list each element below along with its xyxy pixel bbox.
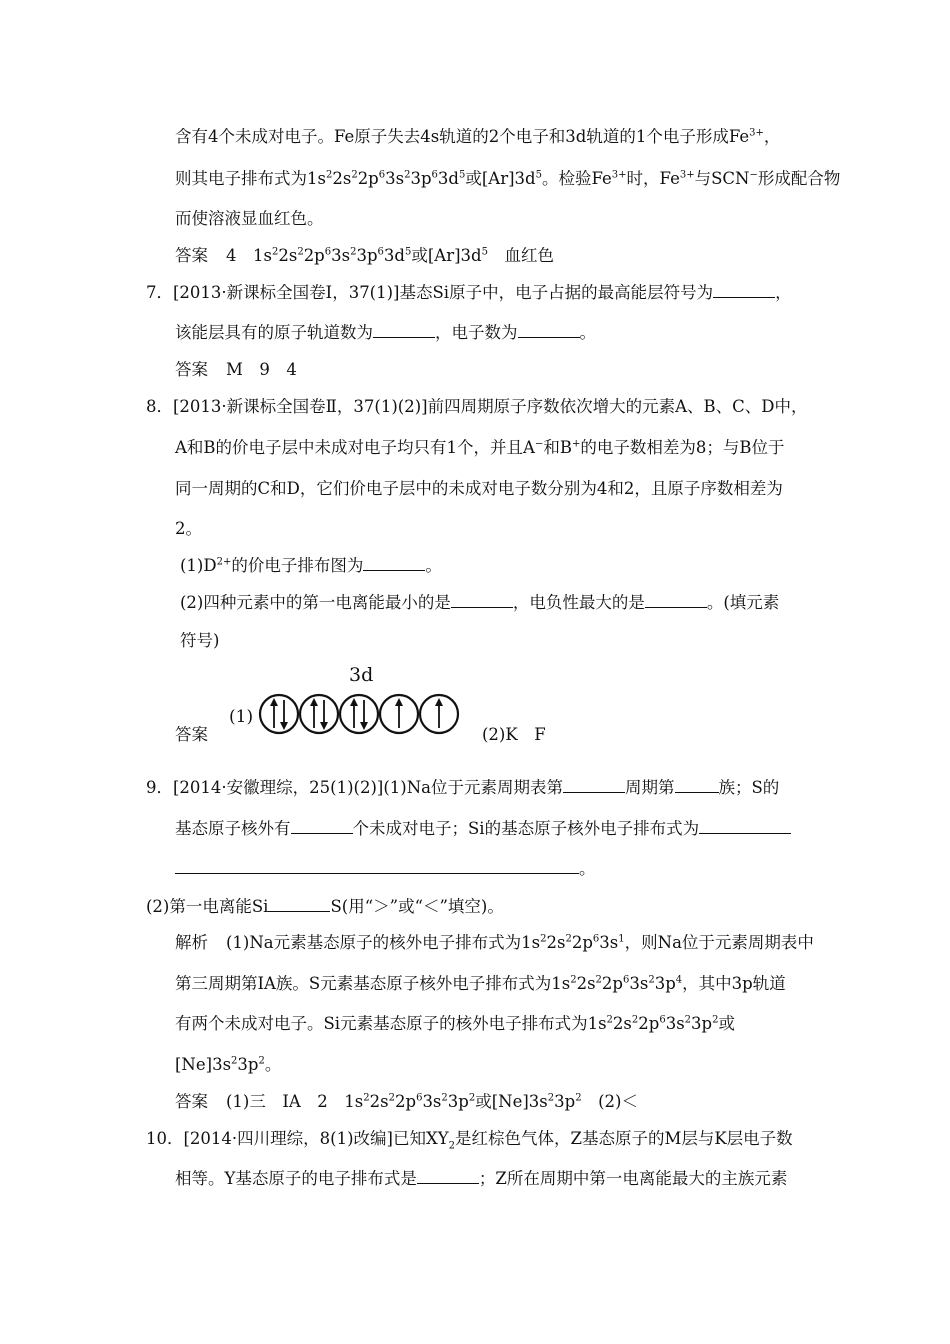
orbital-prefix: (1) — [229, 707, 254, 727]
spin-down-arrow — [280, 700, 288, 730]
spin-down-arrow — [360, 700, 368, 730]
q9-analysis-1: 解析 (1)Na元素基态原子的核外电子排布式为$1s^22s^22p^63s^1$，则Na位于元素周期表中 — [175, 933, 814, 952]
q9-line-2: 基态原子核外有 个未成对电子；Si的基态原子核外电子排布式为 — [175, 818, 791, 840]
orbital-diagram — [258, 690, 462, 738]
orbital-circle — [260, 695, 298, 733]
orbital-label-3d: 3d — [349, 664, 374, 686]
answer-blank[interactable] — [417, 1169, 479, 1184]
question-number: 8． — [146, 397, 173, 416]
q9-line-1: 9．[2014·安徽理综，25(1)(2)](1)Na位于元素周期表第 周期第 族；S的 — [146, 778, 780, 797]
q9-analysis-3: 有两个未成对电子。Si元素基态原子的核外电子排布式为$1s^22s^22p^63s^23p^2$或 — [175, 1014, 735, 1033]
orbital-circle — [300, 695, 338, 733]
spin-down-arrow — [320, 700, 328, 730]
answer-blank[interactable] — [451, 593, 513, 608]
answer-blank[interactable] — [675, 778, 719, 793]
answer-blank[interactable] — [268, 897, 330, 912]
q6-line-3: 而使溶液显血红色。 — [175, 209, 324, 228]
q8-part-2: (2)四种元素中的第一电离能最小的是 ，电负性最大的是 。(填元素 — [180, 593, 780, 612]
q10-line-1: 10．[2014·四川理综，8(1)改编]已知$XY_2$是红棕色气体，Z基态原子的M层与K层电子数 — [146, 1129, 793, 1152]
spin-up-arrow — [435, 698, 443, 728]
q9-line-3: 。 — [175, 858, 596, 880]
answer-label: 答案 — [175, 360, 208, 379]
answer-blank[interactable] — [363, 556, 425, 571]
q10-line-2: 相等。Y基态原子的电子排布式是 ；Z所在周期中第一电离能最大的主族元素 — [175, 1169, 788, 1188]
answer-blank[interactable] — [713, 283, 775, 298]
q7-line-1: 7．[2013·新课标全国卷Ⅰ，37(1)]基态Si原子中，电子占据的最高能层符号为 ， — [146, 283, 792, 302]
q7-line-2: 该能层具有的原子轨道数为 ，电子数为 。 — [175, 323, 596, 342]
q9-answer: 答案 (1)三 ⅠA 2 $1s^22s^22p^63s^23p^2$或$[Ne]3s^23p^2$ (2)＜ — [175, 1092, 638, 1111]
spin-up-arrow — [350, 698, 358, 728]
answer-blank[interactable] — [175, 859, 579, 874]
q8-part-2-cont: 符号) — [180, 631, 220, 650]
q9-analysis-2: 第三周期第ⅠA族。S元素基态原子核外电子排布式为$1s^22s^22p^63s^23p^4$，其中3p轨道 — [175, 974, 786, 993]
q7-answer: 答案 M 9 4 — [175, 360, 297, 379]
q9-part-2: (2)第一电离能Si S(用“＞”或“＜”填空)。 — [146, 897, 504, 916]
analysis-label: 解析 — [175, 933, 208, 952]
answer-blank[interactable] — [373, 323, 435, 338]
q9-analysis-4: $[Ne]3s^23p^2$。 — [175, 1055, 282, 1074]
q8-line-2: A和B的价电子层中未成对电子均只有1个，并且A−和B+的电子数相差为8；与B位于 — [175, 438, 785, 457]
q6-line-1: 含有4个未成对电子。Fe原子失去4s轨道的2个电子和3d轨道的1个电子形成$Fe^{3+}$， — [175, 127, 781, 146]
q8-line-1: 8．[2013·新课标全国卷Ⅱ，37(1)(2)]前四周期原子序数依次增大的元素A、B、C、D中， — [146, 397, 808, 416]
spin-up-arrow — [395, 698, 403, 728]
orbital-circle — [340, 695, 378, 733]
question-number: 7． — [146, 283, 173, 302]
question-number: 10． — [146, 1129, 184, 1148]
answer-blank[interactable] — [699, 819, 791, 834]
answer-blank[interactable] — [518, 323, 580, 338]
q8-answer-tail: (2)K F — [482, 725, 546, 744]
question-number: 9． — [146, 778, 173, 797]
q8-line-4: 2。 — [175, 519, 202, 538]
answer-blank[interactable] — [563, 778, 625, 793]
answer-blank[interactable] — [645, 593, 707, 608]
answer-blank[interactable] — [291, 819, 353, 834]
q8-line-3: 同一周期的C和D，它们价电子层中的未成对电子数分别为4和2，且原子序数相差为 — [175, 479, 783, 498]
q8-part-1: $(1)D^{2+}$的价电子排布图为 。 — [180, 556, 442, 575]
q6-line-2: 则其电子排布式为$1s^22s^22p^63s^23p^63d^5$或$[Ar]3d^5$。检验$Fe^{3+}$时，$Fe^{3+}$与SCN−形成配合物 — [175, 169, 841, 188]
spin-up-arrow — [310, 698, 318, 728]
spin-up-arrow — [270, 698, 278, 728]
q6-answer: 答案 4 $1s^22s^22p^63s^23p^63d^5$或$[Ar]3d^5$ 血红色 — [175, 246, 554, 265]
answer-label: 答案 — [175, 246, 208, 265]
answer-label: 答案 — [175, 1092, 208, 1111]
q8-answer-label: 答案 — [175, 725, 208, 744]
